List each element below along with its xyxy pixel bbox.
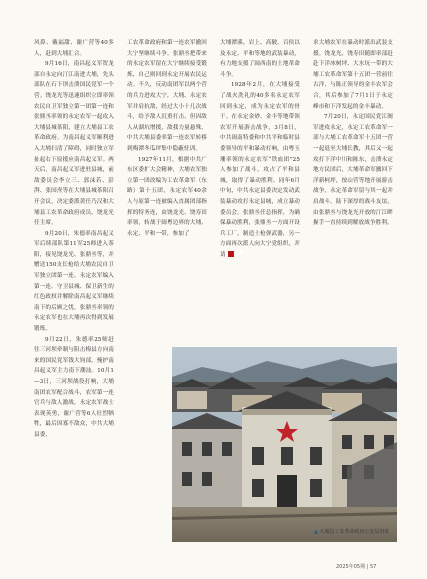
paragraph: 1928年2月，在大埔接受了战火洗礼的40多名永定农军回到永定，成为永定农军的骨干。在永定金砂、金丰等地带领农军开展游击战争，3月8日，中共闽南特委和中共平和临时县委领导的平和暴动打响，由粤玉珊率领的永定农军“铁血团”25人参加了战斗，攻占了平和县城，取得了暴动胜利。同年6月中旬，中共永定县委决定发动武装暴动攻打永定县城，成立暴动委员会，张鼎丞任总指挥，为确保暴动胜利，张鼎丞一方面开设兵工厂，制造土枪弹武器，另一方面再次派人向大宁党组织，并请 ■ (220, 82, 300, 258)
paragraph: 9月20日，朱德率南昌起义军后续部队第11军25师进入茶阳，接见饶龙光、张鼎丞等，并赠送150支长枪给大埔农民自卫军独立团第一连、永定农军编入第一连、守卫县城、保卫新生的红色政权并解除南昌起义军继续南下的后顾之忧，张鼎丞率领的永定农军也在大埔再次得到发展锻炼。 (34, 230, 114, 333)
triangle-icon: ▲ (314, 529, 318, 535)
paragraph: 7月20日，永定国民党江阁军进攻永定，永定工农革命军一部与大埔工农革命军十五团一营一起退至大埔长教，其后又一起攻打下洋中川和陈东，击溃永定地方民团后，大埔革命军撤回下洋新柯坪，按山营等地开展游击战争，永定革命军留与其一起并肩战斗，陆下深厚的战斗友谊，由张鼎丞与饶龙光开放的汀江畔握手一直持续到解放战争胜利。 (313, 114, 393, 227)
text-column-2 (127, 38, 207, 239)
paragraph: 风鼻、戴福甜、谢广营等40多人，赶到大埔汇合。 (34, 40, 114, 57)
page-footer: 2025年05期 | 57 (336, 564, 377, 570)
text-column-1 (34, 38, 114, 441)
paragraph: 9月22日，朱德率25师赶往三河坝牵制与阻击梅县方向南来的国民党军钱大钧部，掩护南昌起义军主力南下潮汕。10月1—3日，三河坝战役打响，大埔南团农军配合战斗，农军第一连官兵与敌人激战，永定农军战士表现英勇，谢广营等6人壮烈牺牲，最后因寡不敌众，中共大埔县委、 (34, 336, 114, 438)
text-column-4 (313, 38, 393, 229)
caption-text: 大埔县工农革命政府公安局旧址 (319, 529, 390, 535)
paragraph: 求大埔农军在暴动时派出武装支援。饶龙光、饶寿田随即率部赶赴下洋冰树坪、大水坑一带的大埔工农革命军第十五团一营前往古洋，与陈正领导的金丰农军会合，其后参加了7月1日于永定峰市和下洋发起的金丰暴动。 (313, 40, 393, 110)
paragraph: 9月16日，南昌起义军贺龙部自永定向汀江南进大埔，先头部队在石下坝击溃国民党军一个营。饶龙光等迅速组织立即率领农民自卫军独立第一团第一连和张鼎丞率领的永定农军一起攻入大埔县城茶阳，建立大埔县工农革命政府。为南昌起义军顺利进入大埔扫清了障碍，同时独立军扯起右下原援应南昌起义军。两天后，南昌起义军进驻县城，前敌委员会李立三、郭沫若、彭湃、张国焘等在大埔县城茶阳召开会议，决定委派黄任乃汉和大埔县工农革命政府成员、饶龙光任主席。 (34, 61, 114, 227)
building-photo (172, 347, 397, 542)
photo-caption (314, 528, 389, 535)
end-mark-icon: ■ (228, 251, 234, 257)
paragraph: 工农革命政府和第一连农军撤回大宁坚继续斗争。张鼎丞把带来的永定农军留在大宁继续接受锻炼，自己则回到永定开展农民运动。不久，反动南团军以两个营的兵力进攻大宁，大埔、永定农军并肩抗敌，经过大小十几次战斗，给予敌人沉重打击。但因敌人从湖坑增援，敌我力量悬殊，中共大埔县委率第一连农军转移到梅潭冬瓜坪集中隐蔽驻训。 (127, 40, 207, 152)
text-column-3 (220, 38, 300, 260)
paragraph: 大埔潭溪、岩上、高陂、百侯以及永定、平和等地的武装暴动，有力地支援了闽西南的土地革命斗争。 (220, 40, 300, 78)
paragraph: 1927年11月，根据中共广东区委扩大会精神，大埔农军独立第一团改编为工农革命军（东路）第十五团，永定农军40余人与原第一连被编入直属团部指挥的特务连，由饶龙光、饶寿田率领，转战于闽粤边界的大埔、永定、平和一带，参加了 (127, 156, 207, 237)
